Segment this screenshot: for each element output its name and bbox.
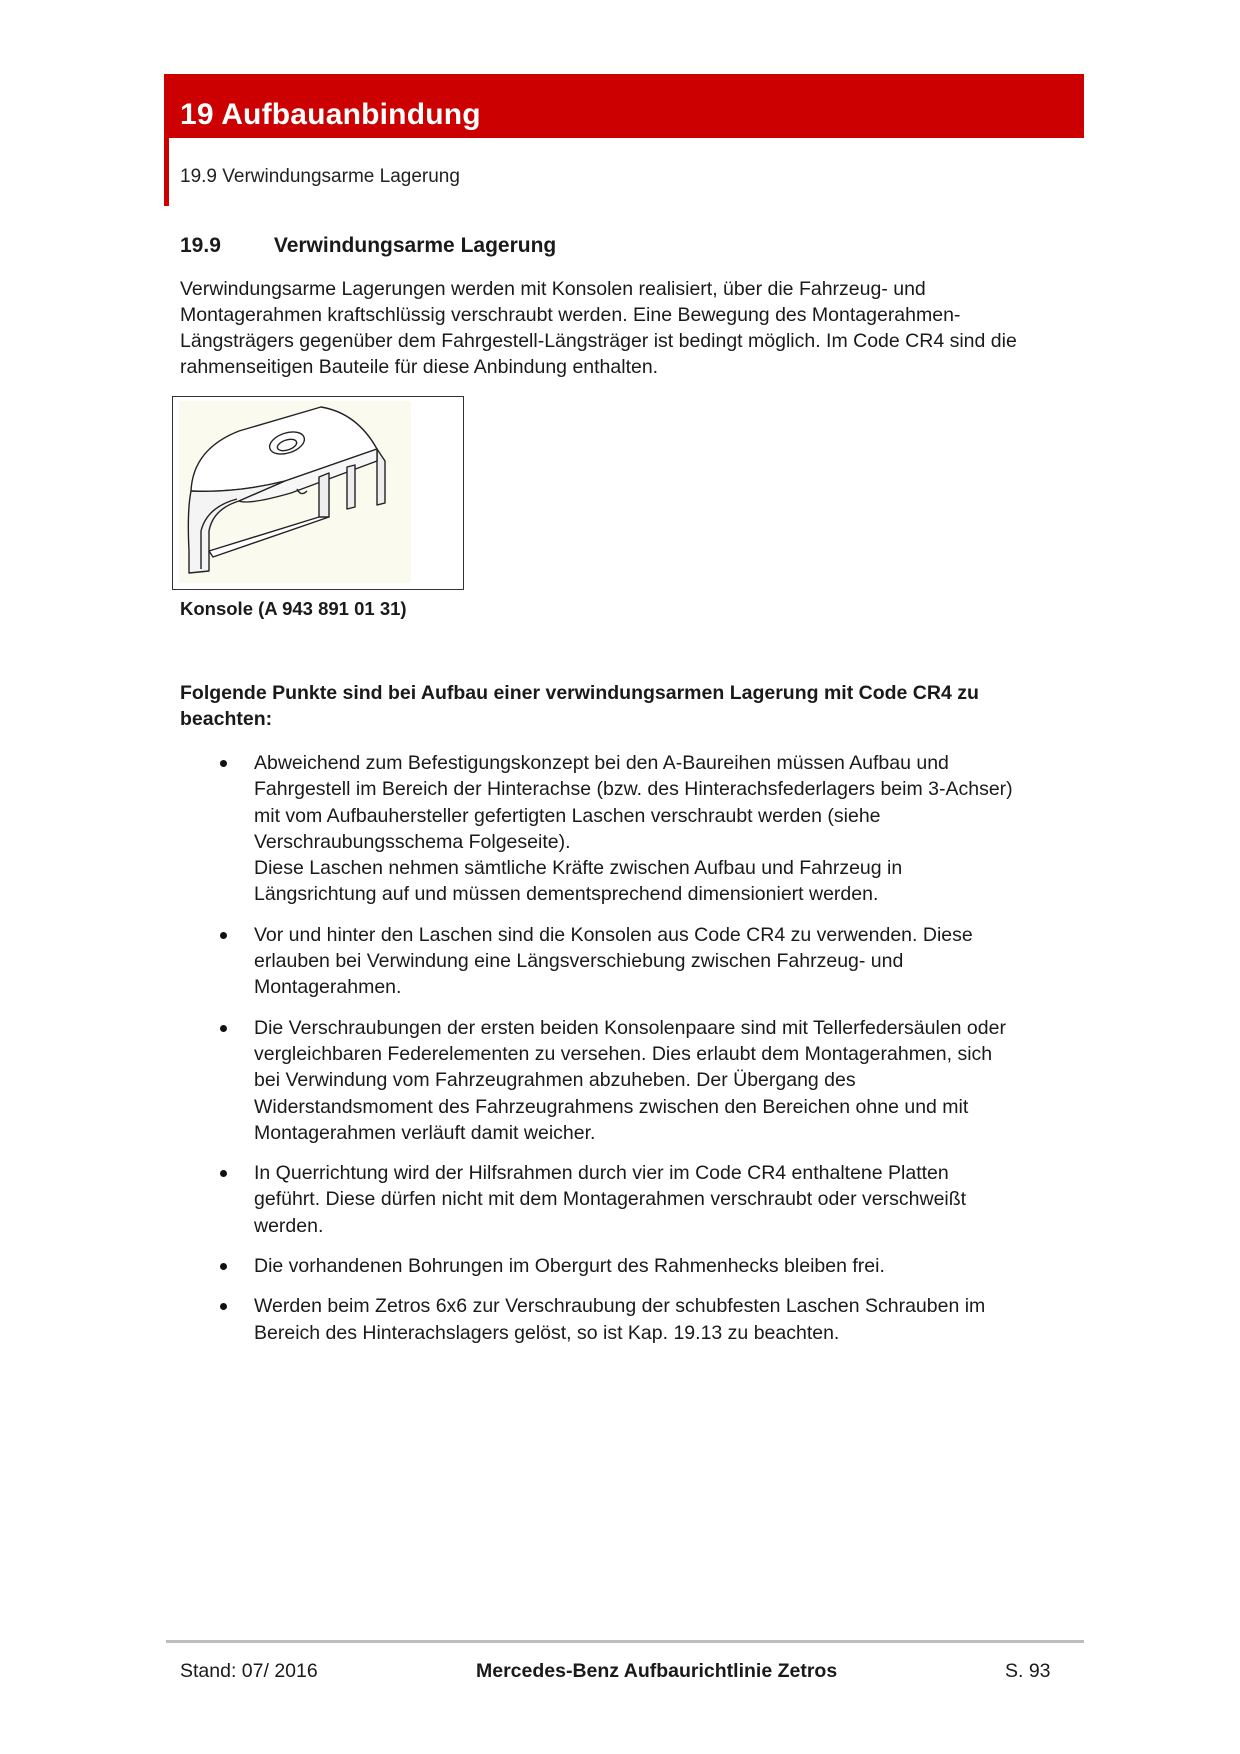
list-item-line: Abweichend zum Befestigungskonzept bei den A-Baureihen müssen Aufbau und bbox=[254, 752, 949, 774]
notice-line: beachten: bbox=[180, 708, 273, 730]
intro-line: rahmenseitigen Bauteile für diese Anbindung enthalten. bbox=[180, 356, 659, 378]
figure-frame bbox=[172, 396, 464, 590]
bullet-icon bbox=[220, 1170, 227, 1177]
breadcrumb: 19.9 Verwindungsarme Lagerung bbox=[180, 166, 460, 187]
footer-document-title: Mercedes-Benz Aufbaurichtlinie Zetros bbox=[476, 1660, 838, 1682]
list-item-line: geführt. Diese dürfen nicht mit dem Montagerahmen verschraubt oder verschweißt bbox=[254, 1188, 967, 1211]
bullet-list bbox=[180, 750, 1080, 1360]
list-item-line: In Querrichtung wird der Hilfsrahmen durch vier im Code CR4 enthaltene Platten bbox=[254, 1162, 949, 1185]
figure-caption: Konsole (A 943 891 01 31) bbox=[180, 598, 407, 619]
footer-stand: Stand: 07/ 2016 bbox=[180, 1660, 318, 1682]
list-item bbox=[180, 922, 1080, 1001]
list-item-line: bei Verwindung vom Fahrzeugrahmen abzuheben. Der Übergang des bbox=[254, 1069, 856, 1092]
list-item bbox=[180, 1293, 1080, 1346]
bullet-icon bbox=[220, 1263, 227, 1270]
bullet-icon bbox=[220, 760, 227, 767]
intro-line: Montagerahmen kraftschlüssig verschraubt werden. Eine Bewegung des Montagerahmen- bbox=[180, 304, 961, 326]
list-item-line: vergleichbaren Federelementen zu versehen. Dies erlaubt dem Montagerahmen, sich bbox=[254, 1042, 993, 1065]
section-title: Verwindungsarme Lagerung bbox=[273, 234, 557, 257]
list-item bbox=[180, 1253, 1080, 1279]
chapter-title: 19 Aufbauanbindung bbox=[180, 98, 481, 131]
list-item-line: Verschraubungsschema Folgeseite). bbox=[254, 830, 571, 853]
list-item-line: Die vorhandenen Bohrungen im Obergurt des Rahmenhecks bleiben frei. bbox=[254, 1255, 885, 1278]
list-item bbox=[180, 1160, 1080, 1239]
list-item-line: Vor und hinter den Laschen sind die Konsolen aus Code CR4 zu verwenden. Diese bbox=[254, 923, 973, 946]
notice-line: Folgende Punkte sind bei Aufbau einer verwindungsarmen Lagerung mit Code CR4 zu bbox=[180, 682, 979, 704]
bullet-icon bbox=[220, 1303, 227, 1310]
intro-line: Längsträgers gegenüber dem Fahrgestell-Längsträger ist bedingt möglich. Im Code CR4 sind die bbox=[180, 330, 1017, 352]
list-item-line: erlauben bei Verwindung eine Längsverschiebung zwischen Fahrzeug- und bbox=[254, 950, 904, 973]
list-item-line: Montagerahmen. bbox=[254, 976, 402, 999]
notice-heading bbox=[180, 680, 1080, 732]
list-item-line: Längsrichtung auf und müssen dementsprechend dimensioniert werden. bbox=[254, 883, 879, 906]
footer-divider bbox=[166, 1640, 1084, 1643]
list-item-line: Widerstandsmoment des Fahrzeugrahmens zwischen den Bereichen ohne und mit bbox=[254, 1095, 969, 1118]
bullet-icon bbox=[220, 932, 227, 939]
list-item bbox=[180, 750, 1080, 908]
header-side-rule bbox=[164, 74, 169, 206]
console-bracket-icon bbox=[179, 401, 411, 583]
list-item-line: Diese Laschen nehmen sämtliche Kräfte zwischen Aufbau und Fahrzeug in bbox=[254, 857, 903, 880]
list-item-line: Montagerahmen verläuft damit weicher. bbox=[254, 1121, 596, 1144]
list-item-line: Bereich des Hinterachslagers gelöst, so ist Kap. 19.13 zu beachten. bbox=[254, 1321, 840, 1344]
footer-page-number: S. 93 bbox=[1005, 1660, 1051, 1682]
intro-paragraph bbox=[180, 276, 1080, 380]
intro-line: Verwindungsarme Lagerungen werden mit Konsolen realisiert, über die Fahrzeug- und bbox=[180, 278, 926, 300]
section-heading bbox=[180, 234, 556, 258]
list-item-line: werden. bbox=[254, 1214, 324, 1237]
bullet-icon bbox=[220, 1025, 227, 1032]
list-item bbox=[180, 1015, 1080, 1146]
section-number: 19.9 bbox=[180, 234, 221, 257]
list-item-line: Die Verschraubungen der ersten beiden Konsolenpaare sind mit Tellerfedersäulen oder bbox=[254, 1016, 1006, 1039]
list-item-line: Werden beim Zetros 6x6 zur Verschraubung der schubfesten Laschen Schrauben im bbox=[254, 1295, 986, 1318]
list-item-line: Fahrgestell im Bereich der Hinterachse (bzw. des Hinterachsfederlagers beim 3-Achser) bbox=[254, 778, 1013, 801]
list-item-line: mit vom Aufbauhersteller gefertigten Laschen verschraubt werden (siehe bbox=[254, 804, 881, 827]
